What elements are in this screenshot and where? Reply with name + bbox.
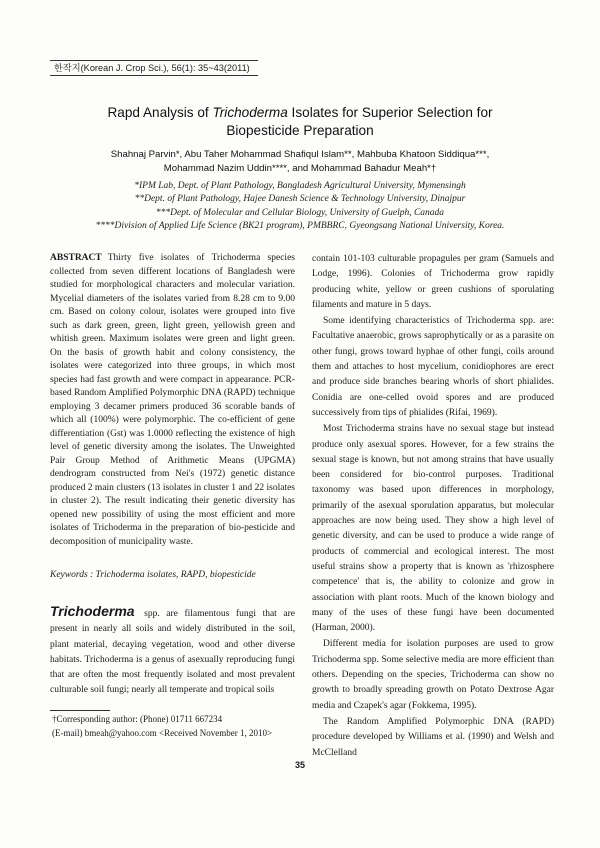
paragraph-continuation: contain 101-103 culturable propagules per gram (Samuels and Lodge, 1996). Colonies of Trichoderma grow rapidly producing white, yellow or green cushions of sporulating filaments and mature in 5 days.: [312, 254, 554, 310]
footnote-email: (E-mail) bmeah@yahoo.com <Received November 1, 2010>: [52, 727, 273, 738]
intro-dropcap: Trichoderma: [50, 603, 135, 619]
affiliation-4: ****Division of Applied Life Science (BK21 program), PMBBRC, Gyeongsang National University, Korea.: [95, 221, 505, 232]
author-line-1: Shahnaj Parvin*, Abu Taher Mohammad Shafiqul Islam**, Mahbuba Khatoon Siddiqua***,: [110, 149, 490, 160]
keywords: Keywords : Trichoderma isolates, RAPD, biopesticide: [50, 570, 256, 580]
journal-header: 한작지(Korean J. Crop Sci.), 56(1): 35~43(2011): [50, 60, 258, 76]
paragraph-media: Different media for isolation purposes are used to grow Trichoderma spp. Some selective media are more efficient than others. Depending on the species, Trichoderma can show no growth to broadly spreading growth on Potato Dextrose Agar media and Czapek's agar (Fokkema, 1995).: [312, 639, 554, 711]
intro-text: spp. are filamentous fungi that are present in nearly all soils and widely distributed in the soil, plant material, decaying vegetation, wood and other diverse habitats. Trichoderma is a genus of asexually reproducing fungi that are often the most frequently isolated and most prevalent culturable soil fungi; nearly all temperate and tropical soils: [50, 609, 295, 696]
paper-title: [60, 104, 540, 140]
affiliation-1: *IPM Lab, Dept. of Plant Pathology, Bangladesh Agricultural University, Mymensingh: [134, 181, 466, 191]
affiliation-3: ***Dept. of Molecular and Cellular Biology, University of Guelph, Canada: [155, 207, 445, 218]
right-column: [312, 252, 554, 762]
abstract-label: ABSTRACT: [50, 253, 102, 263]
footnote-rule: [50, 710, 110, 711]
paragraph-rapd: The Random Amplified Polymorphic DNA (RAPD) procedure developed by Williams et al. (1990) and Welsh and McClelland: [312, 716, 554, 758]
corresponding-author-footnote: [52, 713, 302, 740]
affiliation-2: **Dept. of Plant Pathology, Hajee Danesh Science & Technology University, Dinajpur: [134, 194, 466, 205]
paragraph-characteristics: Some identifying characteristics of Trichoderma spp. are: Facultative anaerobic, grows saprophytically or as a parasite on other fungi, grows toward hyphae of other fungi, coils around them and attaches to host mycelium, conidiophores are erect and produce side branches bearing whorls of short phialides. Conidia are one-celled ovoid spores and are produced successively from tips of phialides (Rifai, 1969).: [312, 316, 554, 418]
page-number: 35: [294, 760, 305, 770]
author-list: [60, 148, 540, 176]
footnote-phone: †Corresponding author: (Phone) 01711 667234: [52, 714, 223, 724]
paragraph-sexual-stage: Most Trichoderma strains have no sexual stage but instead produce only asexual spores. However, for a few strains the sexual stage is known, but not among strains that have usually been considered for bio-control purposes. Traditional taxonomy was based upon differences in morphology, primarily of the asexual sporulation apparatus, but molecular approaches are now being used. They show a high level of genetic diversity, and can be used to produce a wide range of products of commercial and ecological interest. The most useful strains show a property that is known as 'rhizosphere competence' that is, the ability to colonize and grow in association with plant roots. Much of the known biology and many of the uses of these fungi have been documented (Harman, 2000).: [312, 424, 554, 634]
introduction-start: [50, 604, 295, 699]
title-genus: Trichoderma: [212, 105, 288, 120]
abstract-text: Thirty five isolates of Trichoderma species collected from seven different locations of Bangladesh were studied for morphological characters and molecular variation. Mycelial diameters of the isolates varied from 8.28 cm to 9.00 cm. Based on colony colour, isolates were grouped into five such as dark green, green, light green, yellowish green and whitish green. Maximum isolates were green and light green. On the basis of growth habit and colony consistency, the isolates were categorized into three groups, in which most species had fast growth and were compact in appearance. PCR-based Random Amplified Polymorphic DNA (RAPD) technique employing 3 decamer primers produced 36 scorable bands of which all (100%) were polymorphic. The co-efficient of gene differentiation (Gst) was 1.0000 reflecting the existence of high level of genetic diversity among the isolates. The Unweighted Pair Group Method of Arithmetic Means (UPGMA) dendrogram constructed from Nei's (1972) genetic distance produced 2 main clusters (13 isolates in cluster 1 and 22 isolates in cluster 2). The result indicating their genetic diversity has opened new possibility of using the most efficient and more isolates of Trichoderma in the preparation of bio-pesticide and decomposition of municipality waste.: [50, 253, 295, 547]
abstract: [50, 252, 295, 549]
title-suffix: Isolates for Superior Selection for: [287, 105, 493, 120]
affiliation-list: [50, 180, 550, 234]
author-line-2: Mohammad Nazim Uddin****, and Mohammad Bahadur Meah*†: [163, 163, 437, 174]
title-line-2: Biopesticide Preparation: [226, 123, 374, 138]
title-prefix: Rapd Analysis of: [107, 105, 213, 120]
